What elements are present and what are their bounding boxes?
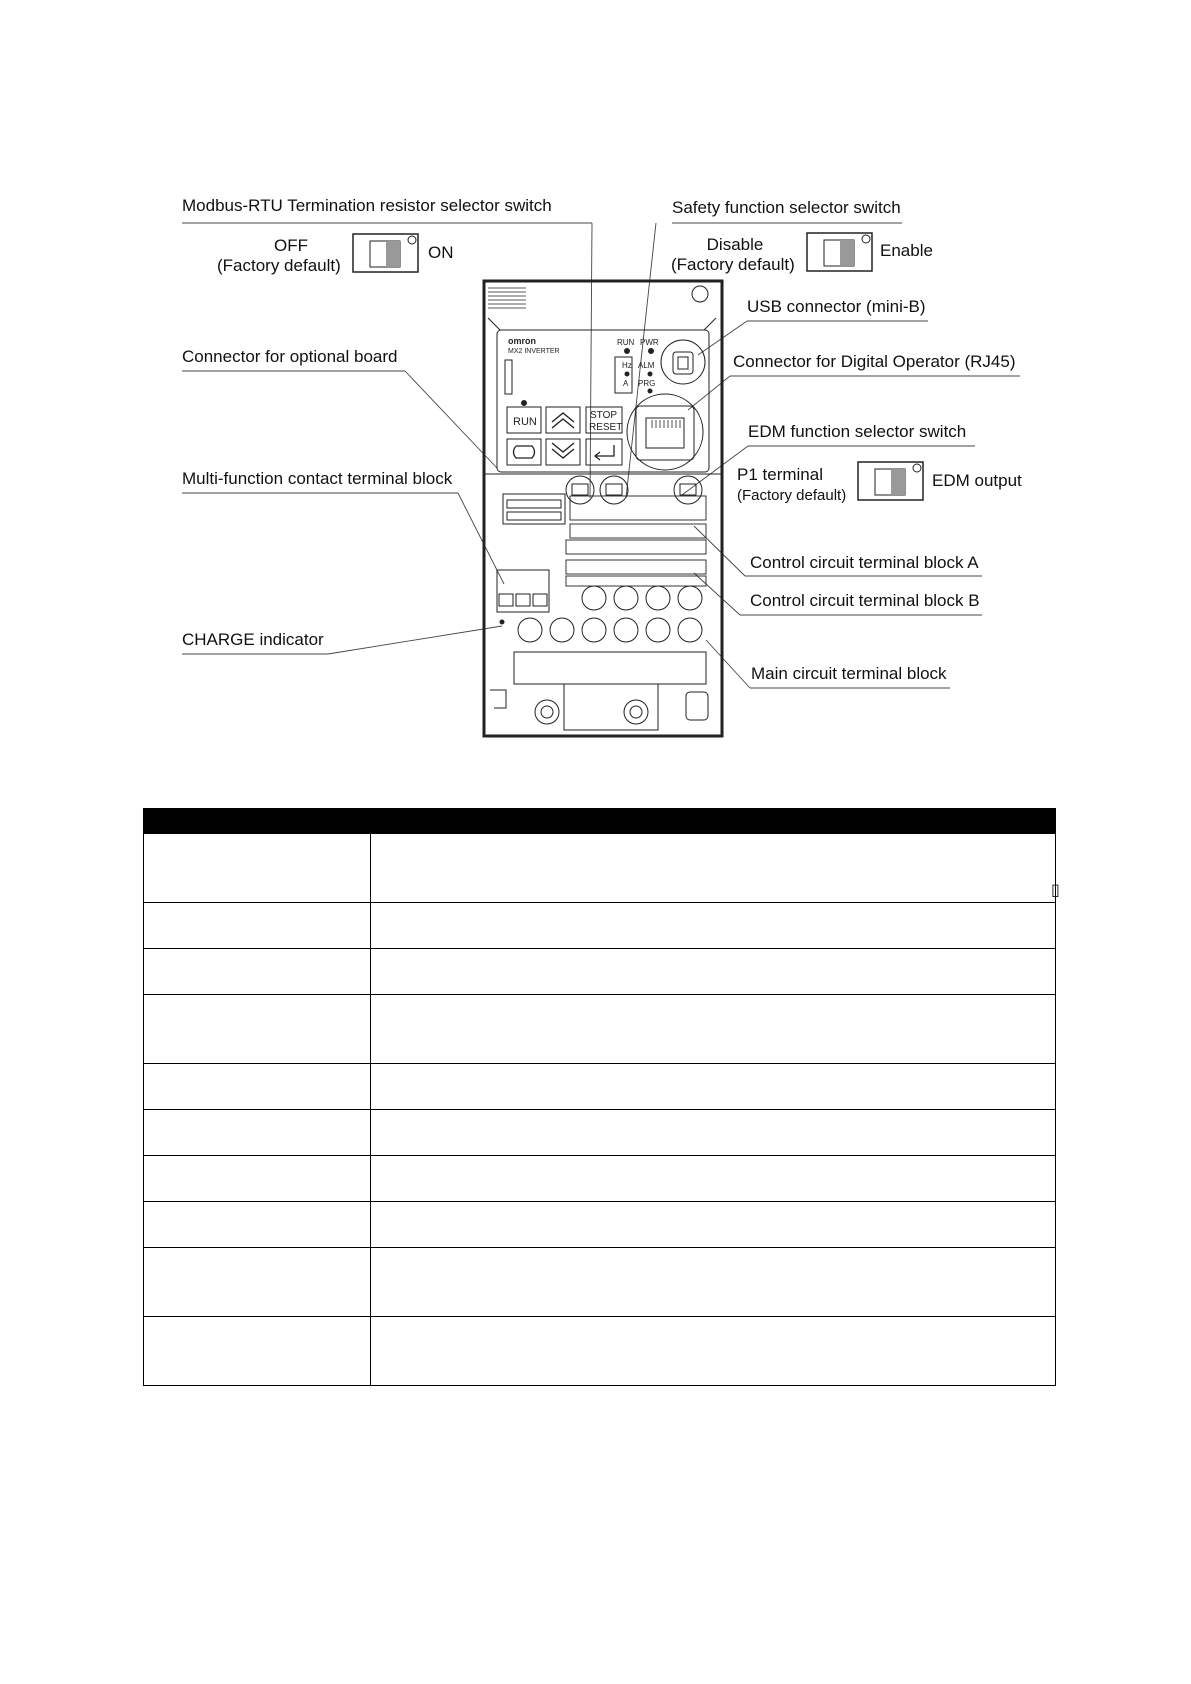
svg-text:PRG: PRG bbox=[638, 379, 656, 388]
svg-text:A: A bbox=[623, 379, 629, 388]
table-header-row bbox=[144, 809, 1056, 834]
label-modbus-switch: Modbus-RTU Termination resistor selector switch bbox=[182, 196, 552, 215]
modbus-switch-icon bbox=[353, 234, 418, 272]
table-row bbox=[144, 949, 1056, 995]
table-cell bbox=[371, 903, 1056, 949]
svg-text:STOP: STOP bbox=[590, 410, 618, 421]
label-p1-terminal: P1 terminal bbox=[737, 465, 823, 484]
table-cell bbox=[144, 1110, 371, 1156]
table-row bbox=[144, 995, 1056, 1064]
svg-text:ALM: ALM bbox=[638, 361, 655, 370]
label-main-circuit: Main circuit terminal block bbox=[751, 664, 947, 683]
table-row bbox=[144, 1156, 1056, 1202]
label-digital-operator: Connector for Digital Operator (RJ45) bbox=[733, 352, 1016, 371]
label-modbus-off: OFF bbox=[274, 236, 308, 255]
table-row bbox=[144, 834, 1056, 903]
parts-table bbox=[143, 808, 1060, 1386]
inverter-device bbox=[484, 281, 722, 736]
placeholder-glyph: ▯ bbox=[1051, 880, 1060, 899]
table-cell bbox=[371, 1248, 1056, 1317]
label-safety-disable: Disable bbox=[706, 235, 764, 254]
svg-text:Hz: Hz bbox=[622, 361, 632, 370]
table-cell bbox=[144, 1202, 371, 1248]
label-edm-output: EDM output bbox=[932, 471, 1022, 490]
table-row bbox=[144, 1064, 1056, 1110]
label-charge: CHARGE indicator bbox=[182, 630, 324, 649]
inverter-parts-diagram bbox=[0, 0, 1191, 760]
label-ctrl-a: Control circuit terminal block A bbox=[750, 553, 979, 572]
label-usb: USB connector (mini-B) bbox=[747, 297, 926, 316]
edm-switch-icon bbox=[858, 462, 923, 500]
table-row bbox=[144, 1248, 1056, 1317]
table-cell bbox=[144, 1248, 371, 1317]
table-cell bbox=[371, 995, 1056, 1064]
svg-text:RUN: RUN bbox=[513, 416, 537, 428]
table-row bbox=[144, 1317, 1056, 1386]
safety-switch-icon bbox=[807, 233, 872, 271]
enter-key bbox=[586, 439, 622, 465]
table-cell bbox=[371, 1317, 1056, 1386]
label-p1-factory: (Factory default) bbox=[737, 487, 847, 504]
table-cell bbox=[371, 1064, 1056, 1110]
label-ctrl-b: Control circuit terminal block B bbox=[750, 591, 980, 610]
table-cell bbox=[144, 1156, 371, 1202]
table-header-cell bbox=[144, 809, 371, 834]
label-safety-enable: Enable bbox=[880, 241, 933, 260]
brand-logo: omron bbox=[508, 336, 536, 346]
table-cell bbox=[144, 834, 371, 903]
label-modbus-on: ON bbox=[428, 243, 454, 262]
table-cell bbox=[371, 1110, 1056, 1156]
svg-text:MX2 INVERTER: MX2 INVERTER bbox=[508, 348, 560, 355]
label-safety-switch: Safety function selector switch bbox=[672, 198, 901, 217]
table-cell bbox=[371, 949, 1056, 995]
label-safety-factory: (Factory default) bbox=[671, 255, 795, 274]
table-row bbox=[144, 1110, 1056, 1156]
label-multi-function: Multi-function contact terminal block bbox=[182, 469, 453, 488]
svg-text:PWR: PWR bbox=[640, 338, 659, 347]
table-row bbox=[144, 1202, 1056, 1248]
up-key bbox=[546, 407, 580, 433]
table-cell bbox=[144, 903, 371, 949]
table-cell bbox=[144, 1064, 371, 1110]
label-edm-switch: EDM function selector switch bbox=[748, 422, 967, 441]
table-cell bbox=[371, 1202, 1056, 1248]
table-cell bbox=[371, 1156, 1056, 1202]
svg-text:RUN: RUN bbox=[617, 338, 635, 347]
table-row bbox=[144, 903, 1056, 949]
label-optional-board: Connector for optional board bbox=[182, 347, 398, 366]
table-cell bbox=[144, 1317, 371, 1386]
label-modbus-factory: (Factory default) bbox=[217, 256, 341, 275]
svg-text:RESET: RESET bbox=[589, 422, 623, 433]
table-cell bbox=[144, 949, 371, 995]
cycle-key bbox=[507, 439, 541, 465]
table-header-cell bbox=[371, 809, 1056, 834]
table-cell bbox=[371, 834, 1060, 903]
table-cell bbox=[144, 995, 371, 1064]
